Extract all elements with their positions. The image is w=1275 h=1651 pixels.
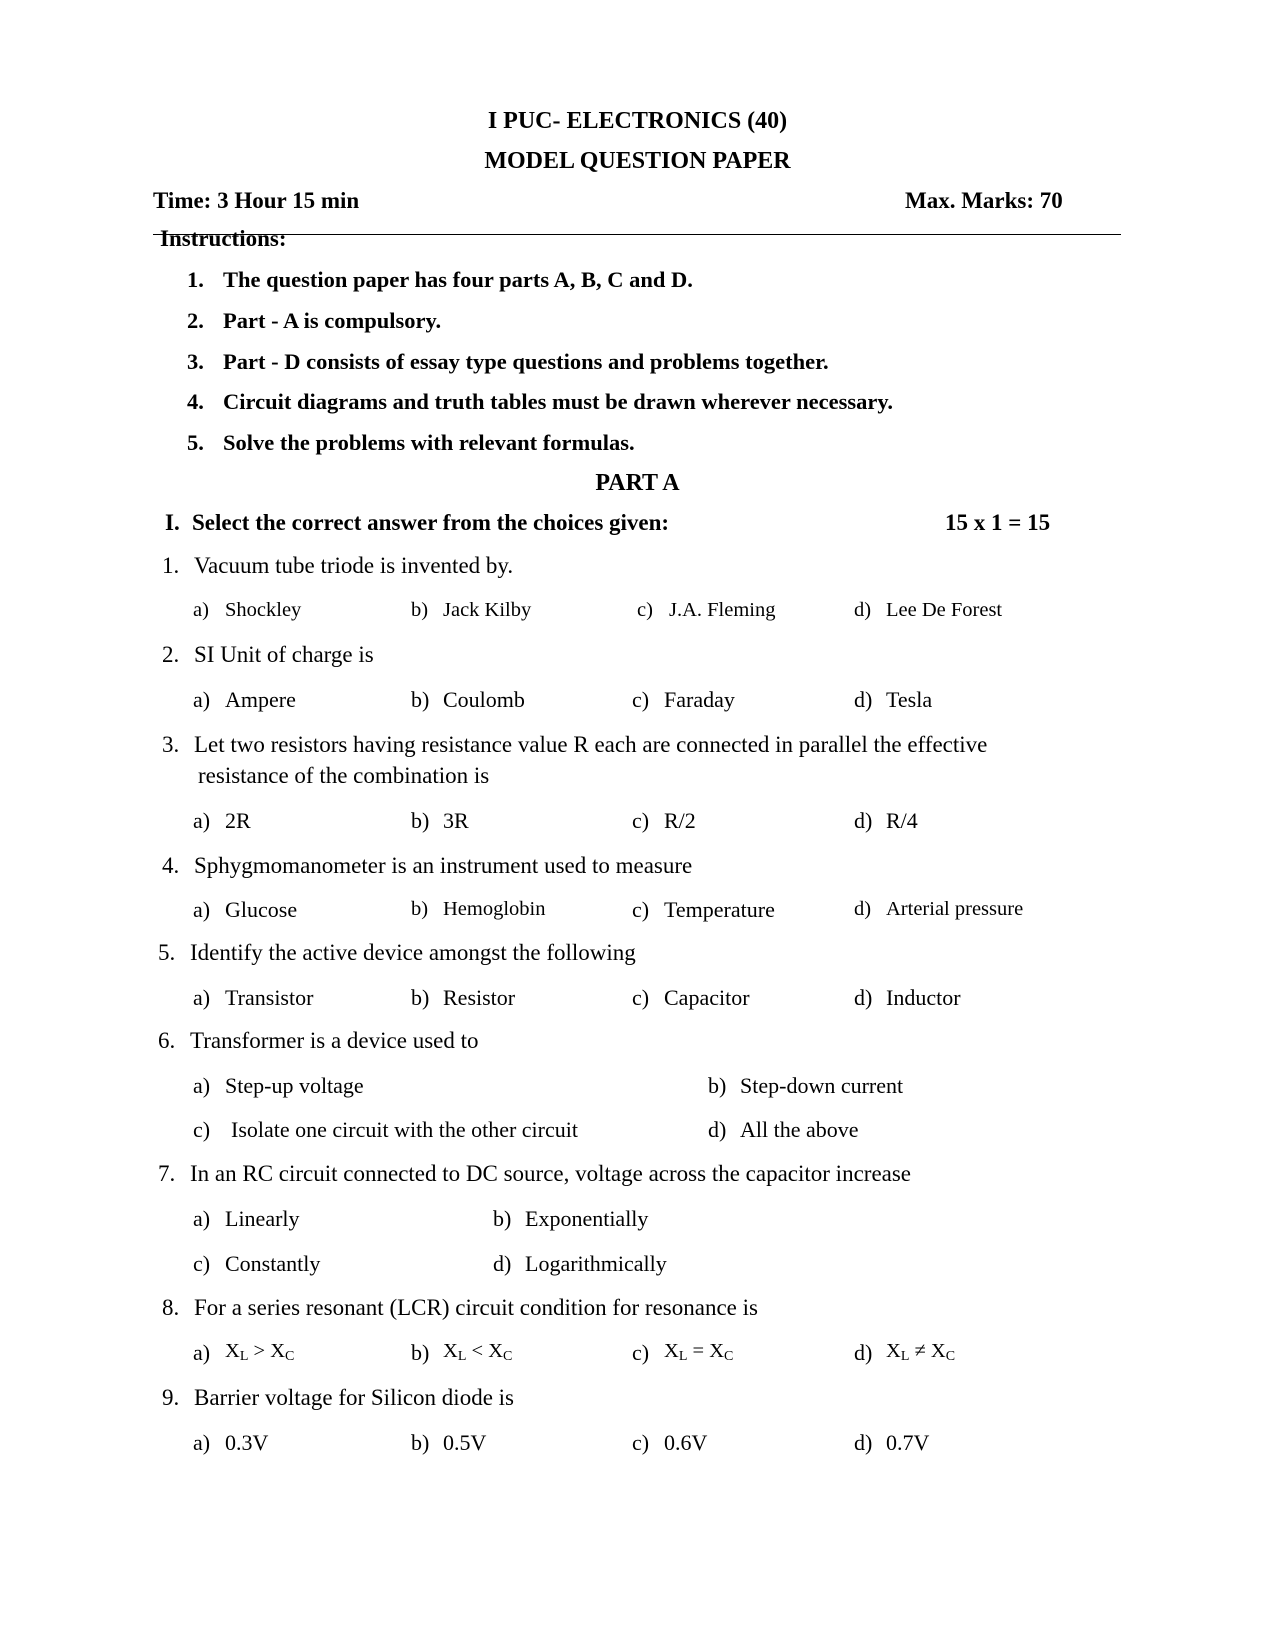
question-text: Let two resistors having resistance value R each are connected in parallel the effective [194, 732, 988, 757]
question-text: For a series resonant (LCR) circuit condition for resonance is [194, 1295, 758, 1320]
question-text: Sphygmomanometer is an instrument used to measure [194, 853, 693, 878]
question-text: Barrier voltage for Silicon diode is [194, 1385, 515, 1410]
question-number: 4. [162, 853, 180, 878]
max-marks: Max. Marks: 70 [905, 188, 1063, 213]
question-text: SI Unit of charge is [194, 642, 374, 667]
question-number: 8. [162, 1295, 180, 1320]
section-instruction: Select the correct answer from the choices given: [192, 510, 670, 535]
section-number: I. [165, 510, 180, 535]
question-text: In an RC circuit connected to DC source, voltage across the capacitor increase [190, 1161, 912, 1186]
question-text: Transformer is a device used to [190, 1028, 479, 1053]
paper-title: I PUC- ELECTRONICS (40) [487, 108, 788, 134]
paper-subtitle: MODEL QUESTION PAPER [484, 148, 791, 174]
instruction-text: Circuit diagrams and truth tables must be drawn wherever necessary. [223, 389, 893, 414]
question-number: 2. [162, 642, 180, 667]
instruction-number: 3. [187, 349, 204, 374]
time-allowed: Time: 3 Hour 15 min [153, 188, 360, 213]
instruction-text: Part - A is compulsory. [223, 308, 442, 333]
section-marks: 15 x 1 = 15 [945, 510, 1051, 535]
question-number: 9. [162, 1385, 180, 1410]
instruction-number: 2. [187, 308, 204, 333]
question-number: 7. [158, 1161, 176, 1186]
instruction-number: 1. [187, 267, 204, 292]
instruction-number: 5. [187, 430, 204, 455]
instruction-number: 4. [187, 389, 204, 414]
instruction-text: The question paper has four parts A, B, C and D. [223, 267, 693, 292]
question-number: 1. [162, 553, 180, 578]
question-text-continued: resistance of the combination is [198, 763, 490, 788]
question-text: Identify the active device amongst the following [190, 940, 636, 965]
instruction-text: Solve the problems with relevant formulas. [223, 430, 635, 455]
question-text: Vacuum tube triode is invented by. [194, 553, 514, 578]
question-number: 3. [162, 732, 180, 757]
question-number: 5. [158, 940, 176, 965]
instructions-heading: Instructions: [160, 226, 287, 251]
part-a-heading: PART A [595, 470, 680, 496]
question-number: 6. [158, 1028, 176, 1053]
instruction-text: Part - D consists of essay type questions and problems together. [223, 349, 829, 374]
header-divider [153, 234, 1121, 235]
